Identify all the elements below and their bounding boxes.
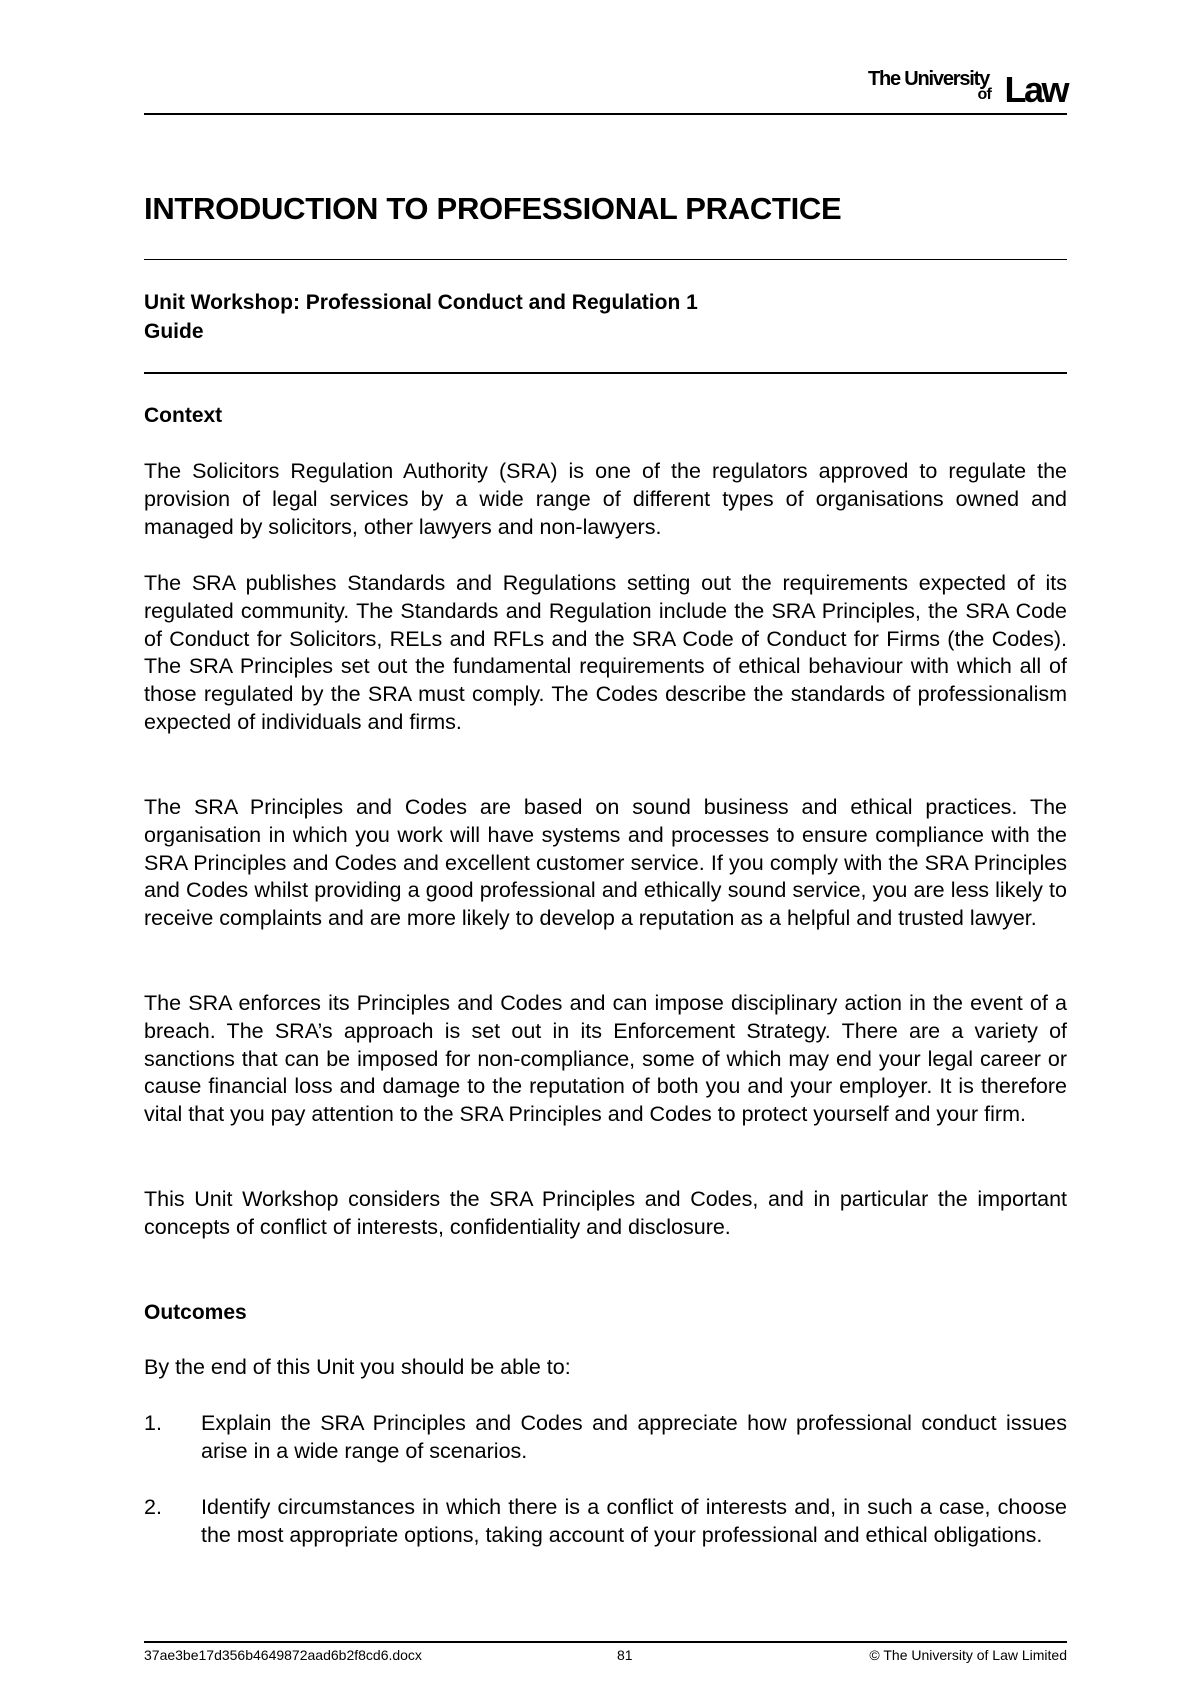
page-footer [144, 1641, 1067, 1666]
outcome-item [144, 1494, 1067, 1550]
university-logo [847, 64, 1067, 110]
logo-line-1: The University [867, 68, 989, 90]
title-rule [144, 259, 1067, 260]
context-paragraph-2: The SRA publishes Standards and Regulations setting out the requirements expected of its regulated community. The Standards and Regulation include the SRA Principles, the SRA Code of Conduct for Solicitors, RELs and RFLs and the SRA Code of Conduct for Firms (the Codes). The SRA Principles set out the fundamental requirements of ethical behaviour with which all of those regulated by the SRA must comply. The Codes describe the standards of professionalism expected of individuals and firms. [144, 571, 1067, 734]
outcome-number: 2. [144, 1495, 162, 1519]
logo-line-3: Law [1004, 69, 1067, 110]
page-title: INTRODUCTION TO PROFESSIONAL PRACTICE [144, 191, 842, 226]
outcome-text: Explain the SRA Principles and Codes and appreciate how professional conduct issues arise in a wide range of scenarios. [201, 1411, 1067, 1463]
footer-copyright: © The University of Law Limited [869, 1647, 1067, 1663]
unit-subtitle [144, 288, 698, 346]
subtitle-line-1: Unit Workshop: Professional Conduct and Regulation 1 [144, 291, 698, 314]
context-paragraph-4: The SRA enforces its Principles and Codes and can impose disciplinary action in the event of a breach. The SRA’s approach is set out in its Enforcement Strategy. There are a variety of sanctions that can be imposed for non-compliance, some of which may end your legal career or cause financial loss and damage to the reputation of both you and your employer. It is therefore vital that you pay attention to the SRA Principles and Codes to protect yourself and your firm. [144, 991, 1067, 1127]
outcomes-heading: Outcomes [144, 1301, 247, 1324]
context-paragraph-5: This Unit Workshop considers the SRA Principles and Codes, and in particular the important concepts of conflict of interests, confidentiality and disclosure. [144, 1187, 1067, 1239]
header-rule [144, 113, 1067, 115]
document-page [144, 0, 1067, 1698]
logo-line-2: of [977, 86, 991, 103]
outcomes-intro: By the end of this Unit you should be able to: [144, 1355, 571, 1379]
footer-page-number: 81 [617, 1647, 633, 1663]
context-paragraph-1: The Solicitors Regulation Authority (SRA) is one of the regulators approved to regulate the provision of legal services by a wide range of different types of organisations owned and managed by solicitors, other lawyers and non-lawyers. [144, 459, 1067, 539]
outcome-item [144, 1410, 1067, 1466]
context-paragraph-3: The SRA Principles and Codes are based on sound business and ethical practices. The organisation in which you work will have systems and processes to ensure compliance with the SRA Principles and Codes and excellent customer service. If you comply with the SRA Principles and Codes whilst providing a good professional and ethically sound service, you are less likely to receive complaints and are more likely to develop a reputation as a helpful and trusted lawyer. [144, 795, 1067, 931]
subtitle-line-2: Guide [144, 320, 204, 343]
subtitle-rule [144, 372, 1067, 374]
outcome-text: Identify circumstances in which there is a conflict of interests and, in such a case, choose the most appropriate options, taking account of your professional and ethical obligations. [201, 1495, 1067, 1547]
footer-filename: 37ae3be17d356b4649872aad6b2f8cd6.docx [144, 1647, 422, 1663]
context-heading: Context [144, 404, 223, 427]
outcome-number: 1. [144, 1411, 162, 1435]
